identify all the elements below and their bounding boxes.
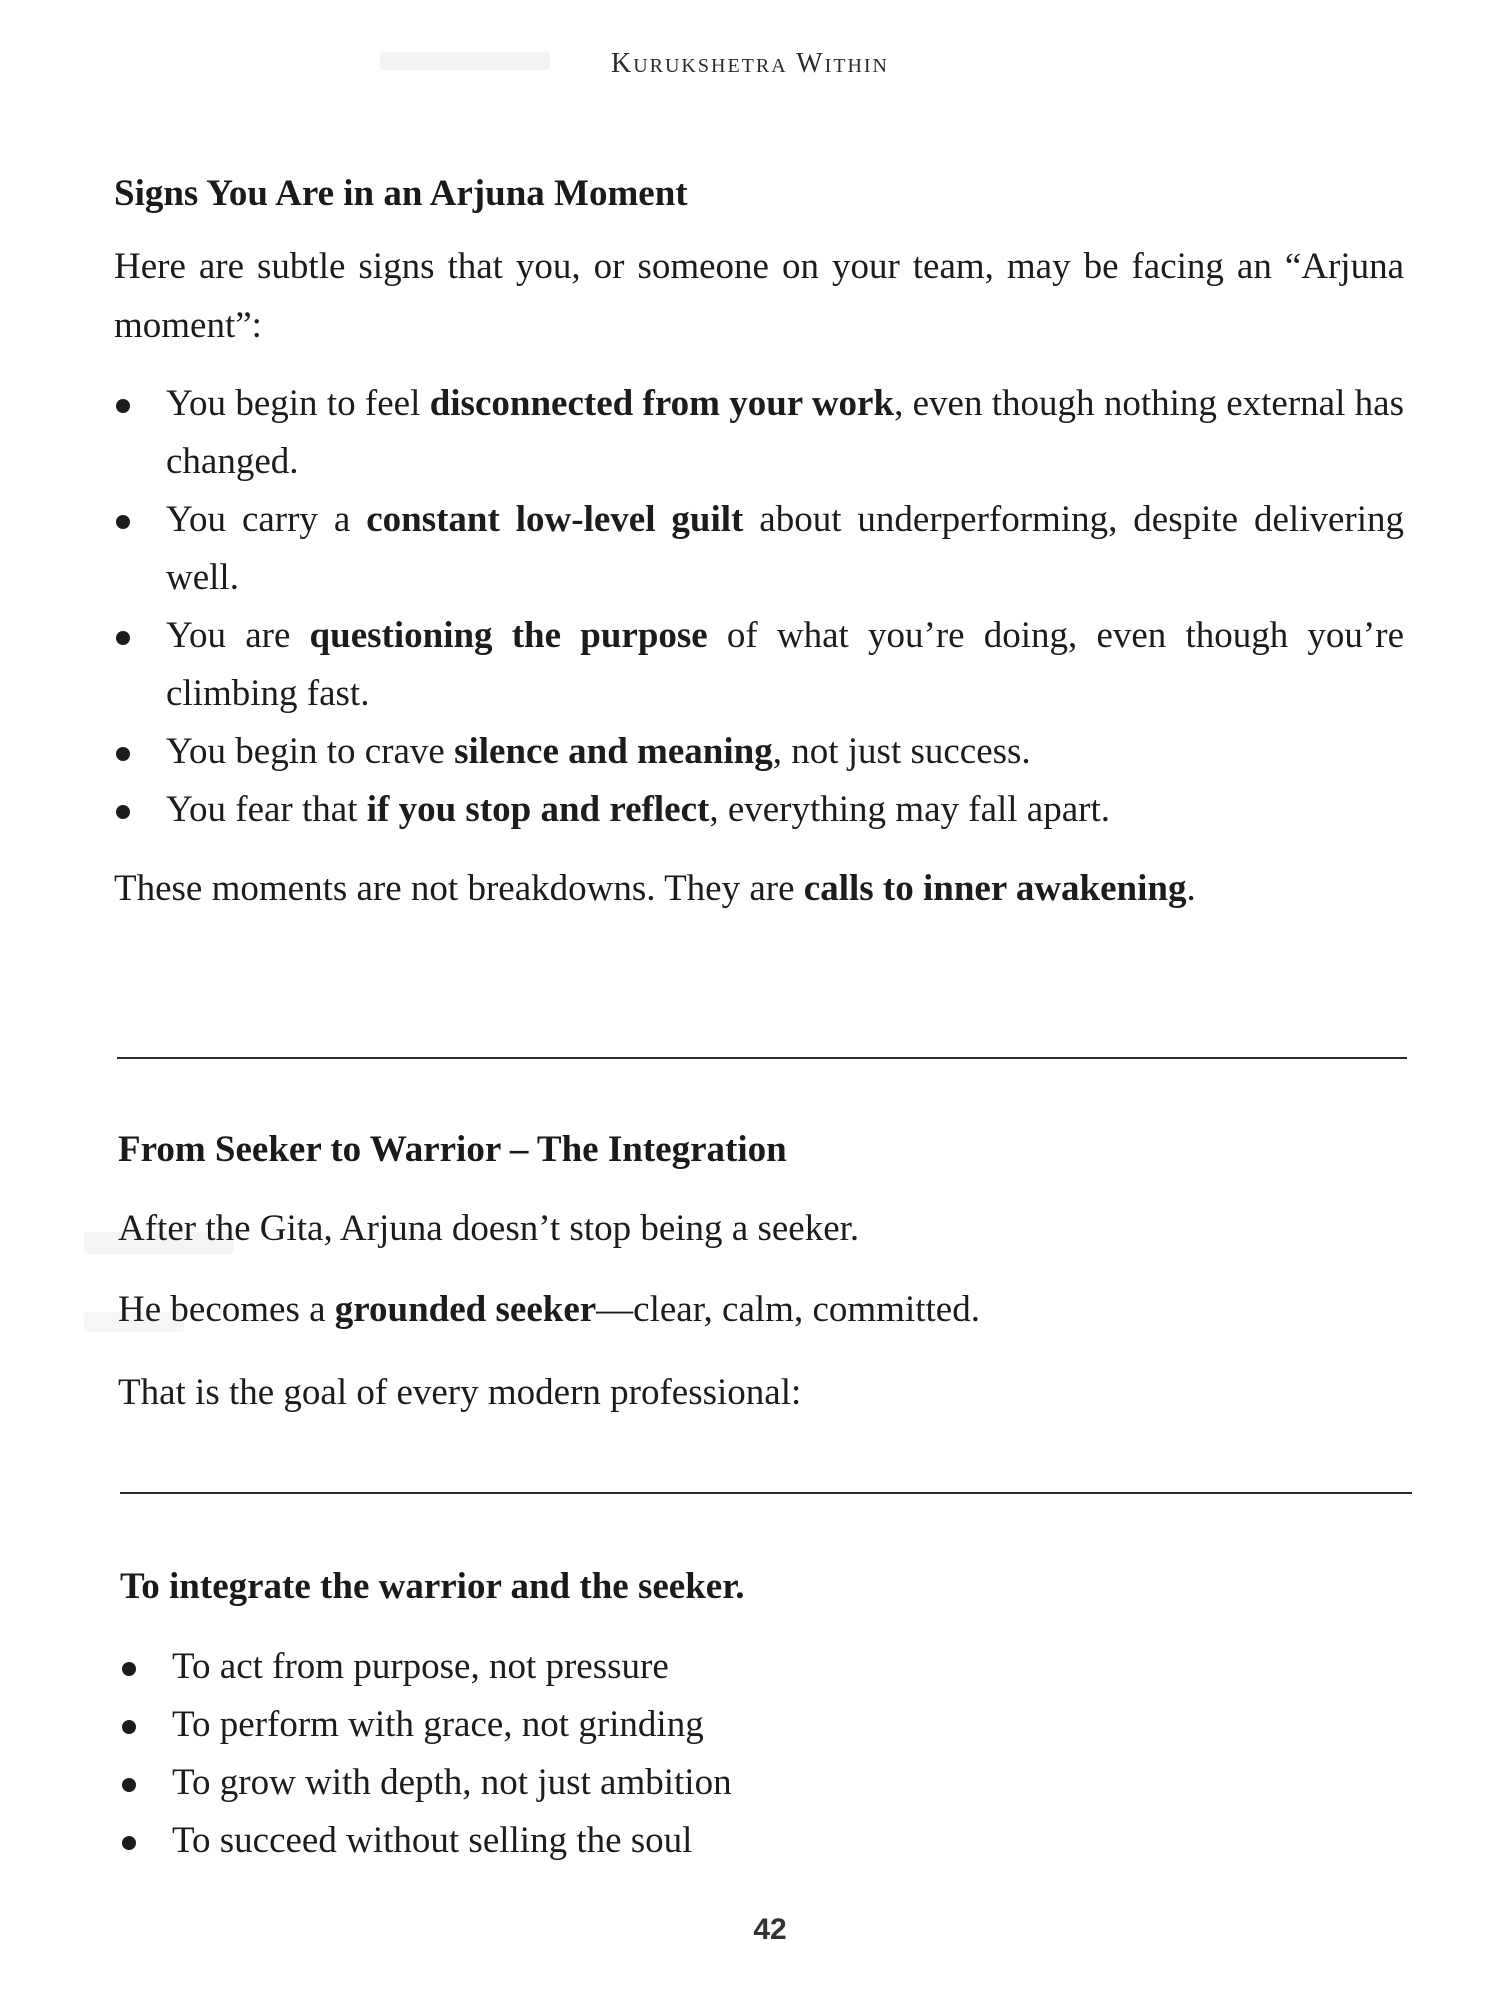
bullet-icon [122, 1836, 136, 1850]
bullet-icon [116, 515, 130, 529]
list-item: You begin to crave silence and meaning, not just success. [114, 723, 1404, 781]
bullet-icon [116, 747, 130, 761]
closing-paragraph: These moments are not breakdowns. They are calls to inner awakening. [114, 868, 1196, 909]
paragraph: That is the goal of every modern professional: [118, 1372, 802, 1413]
list-item: You are questioning the purpose of what you’re doing, even though you’re climbing fast. [114, 607, 1404, 723]
bullet-icon [122, 1662, 136, 1676]
running-head: Kurukshetra Within [610, 48, 890, 79]
goals-list [120, 1638, 1410, 1870]
list-item: You carry a constant low-level guilt about underperforming, despite delivering well. [114, 491, 1404, 607]
bullet-icon [116, 399, 130, 413]
list-item: You begin to feel disconnected from your work, even though nothing external has changed. [114, 375, 1404, 491]
section-heading: From Seeker to Warrior – The Integration [118, 1129, 787, 1170]
list-item: To grow with depth, not just ambition [120, 1754, 1410, 1812]
bullet-icon [116, 631, 130, 645]
paragraph: He becomes a grounded seeker—clear, calm, committed. [118, 1289, 980, 1330]
bullet-icon [122, 1778, 136, 1792]
list-item: To act from purpose, not pressure [120, 1638, 1410, 1696]
section-arjuna-moment [114, 172, 1404, 918]
intro-paragraph: Here are subtle signs that you, or someone on your team, may be facing an “Arjuna moment”: [114, 246, 1404, 346]
section-heading: Signs You Are in an Arjuna Moment [114, 173, 688, 214]
section-integration [118, 1128, 1408, 1422]
list-item: To succeed without selling the soul [120, 1812, 1410, 1870]
paragraph: After the Gita, Arjuna doesn’t stop being a seeker. [118, 1208, 860, 1249]
section-heading: To integrate the warrior and the seeker. [120, 1566, 745, 1607]
section-integrate-list [120, 1565, 1410, 1870]
bullet-icon [116, 805, 130, 819]
page-number: 42 [753, 1913, 787, 1946]
list-item: You fear that if you stop and reflect, everything may fall apart. [114, 781, 1404, 839]
section-divider [120, 1492, 1412, 1494]
list-item: To perform with grace, not grinding [120, 1696, 1410, 1754]
section-divider [117, 1057, 1407, 1059]
bleed-through-mark [380, 52, 550, 70]
signs-list [114, 375, 1404, 839]
bullet-icon [122, 1720, 136, 1734]
